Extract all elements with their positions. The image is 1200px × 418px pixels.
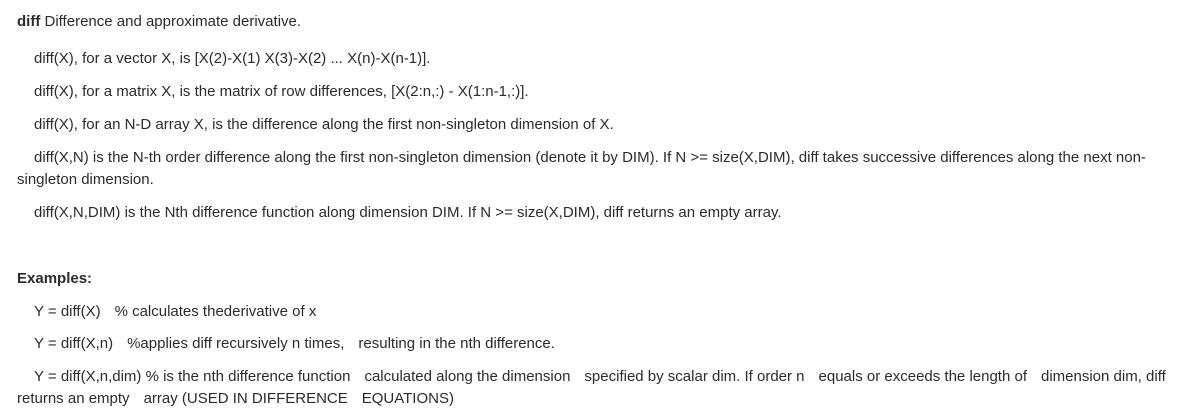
example-3-part-e: dimension dim, diff xyxy=(1041,368,1166,385)
example-1 xyxy=(34,301,316,323)
examples-heading: Examples: xyxy=(17,270,93,287)
paragraph-matrix: diff(X), for a matrix X, is the matrix of row differences, [X(2:n,:) - X(1:n-1,:)]. xyxy=(34,83,529,100)
paragraph-dim: diff(X,N,DIM) is the Nth difference function along dimension DIM. If N >= size(X,DIM), diff returns an empty array. xyxy=(34,204,782,221)
example-3-part-a: Y = diff(X,n,dim) % is the nth difference function xyxy=(34,368,351,385)
example-2-comment: %applies diff recursively n times, xyxy=(127,335,345,352)
function-description: Difference and approximate derivative. xyxy=(44,13,302,30)
function-name: diff xyxy=(17,13,41,30)
example-3-part-f: returns an empty xyxy=(17,390,130,407)
example-2-code: Y = diff(X,n) xyxy=(34,335,114,352)
example-2 xyxy=(34,333,555,355)
example-3-part-b: calculated along the dimension xyxy=(364,368,571,385)
paragraph-nth-order-line2: singleton dimension. xyxy=(17,171,154,188)
paragraph-nth-order-line1: diff(X,N) is the N-th order difference along the first non-singleton dimension (denote it by DIM). If N >= size(X,DIM), diff takes successive differences along the next non- xyxy=(34,149,1146,166)
example-3-line2 xyxy=(17,388,454,410)
example-3-part-h: EQUATIONS) xyxy=(361,390,454,407)
paragraph-nd-array: diff(X), for an N-D array X, is the difference along the first non-singleton dimension of X. xyxy=(34,116,614,133)
example-3-part-d: equals or exceeds the length of xyxy=(818,368,1027,385)
doc-heading xyxy=(17,11,301,33)
example-3-part-g: array (USED IN DIFFERENCE xyxy=(143,390,348,407)
example-1-comment: % calculates thederivative of x xyxy=(114,303,317,320)
example-3-line1 xyxy=(34,366,1166,388)
example-3-part-c: specified by scalar dim. If order n xyxy=(584,368,805,385)
example-1-code: Y = diff(X) xyxy=(34,303,101,320)
paragraph-vector: diff(X), for a vector X, is [X(2)-X(1) X(3)-X(2) ... X(n)-X(n-1)]. xyxy=(34,50,431,67)
example-2-comment-b: resulting in the nth difference. xyxy=(358,335,555,352)
